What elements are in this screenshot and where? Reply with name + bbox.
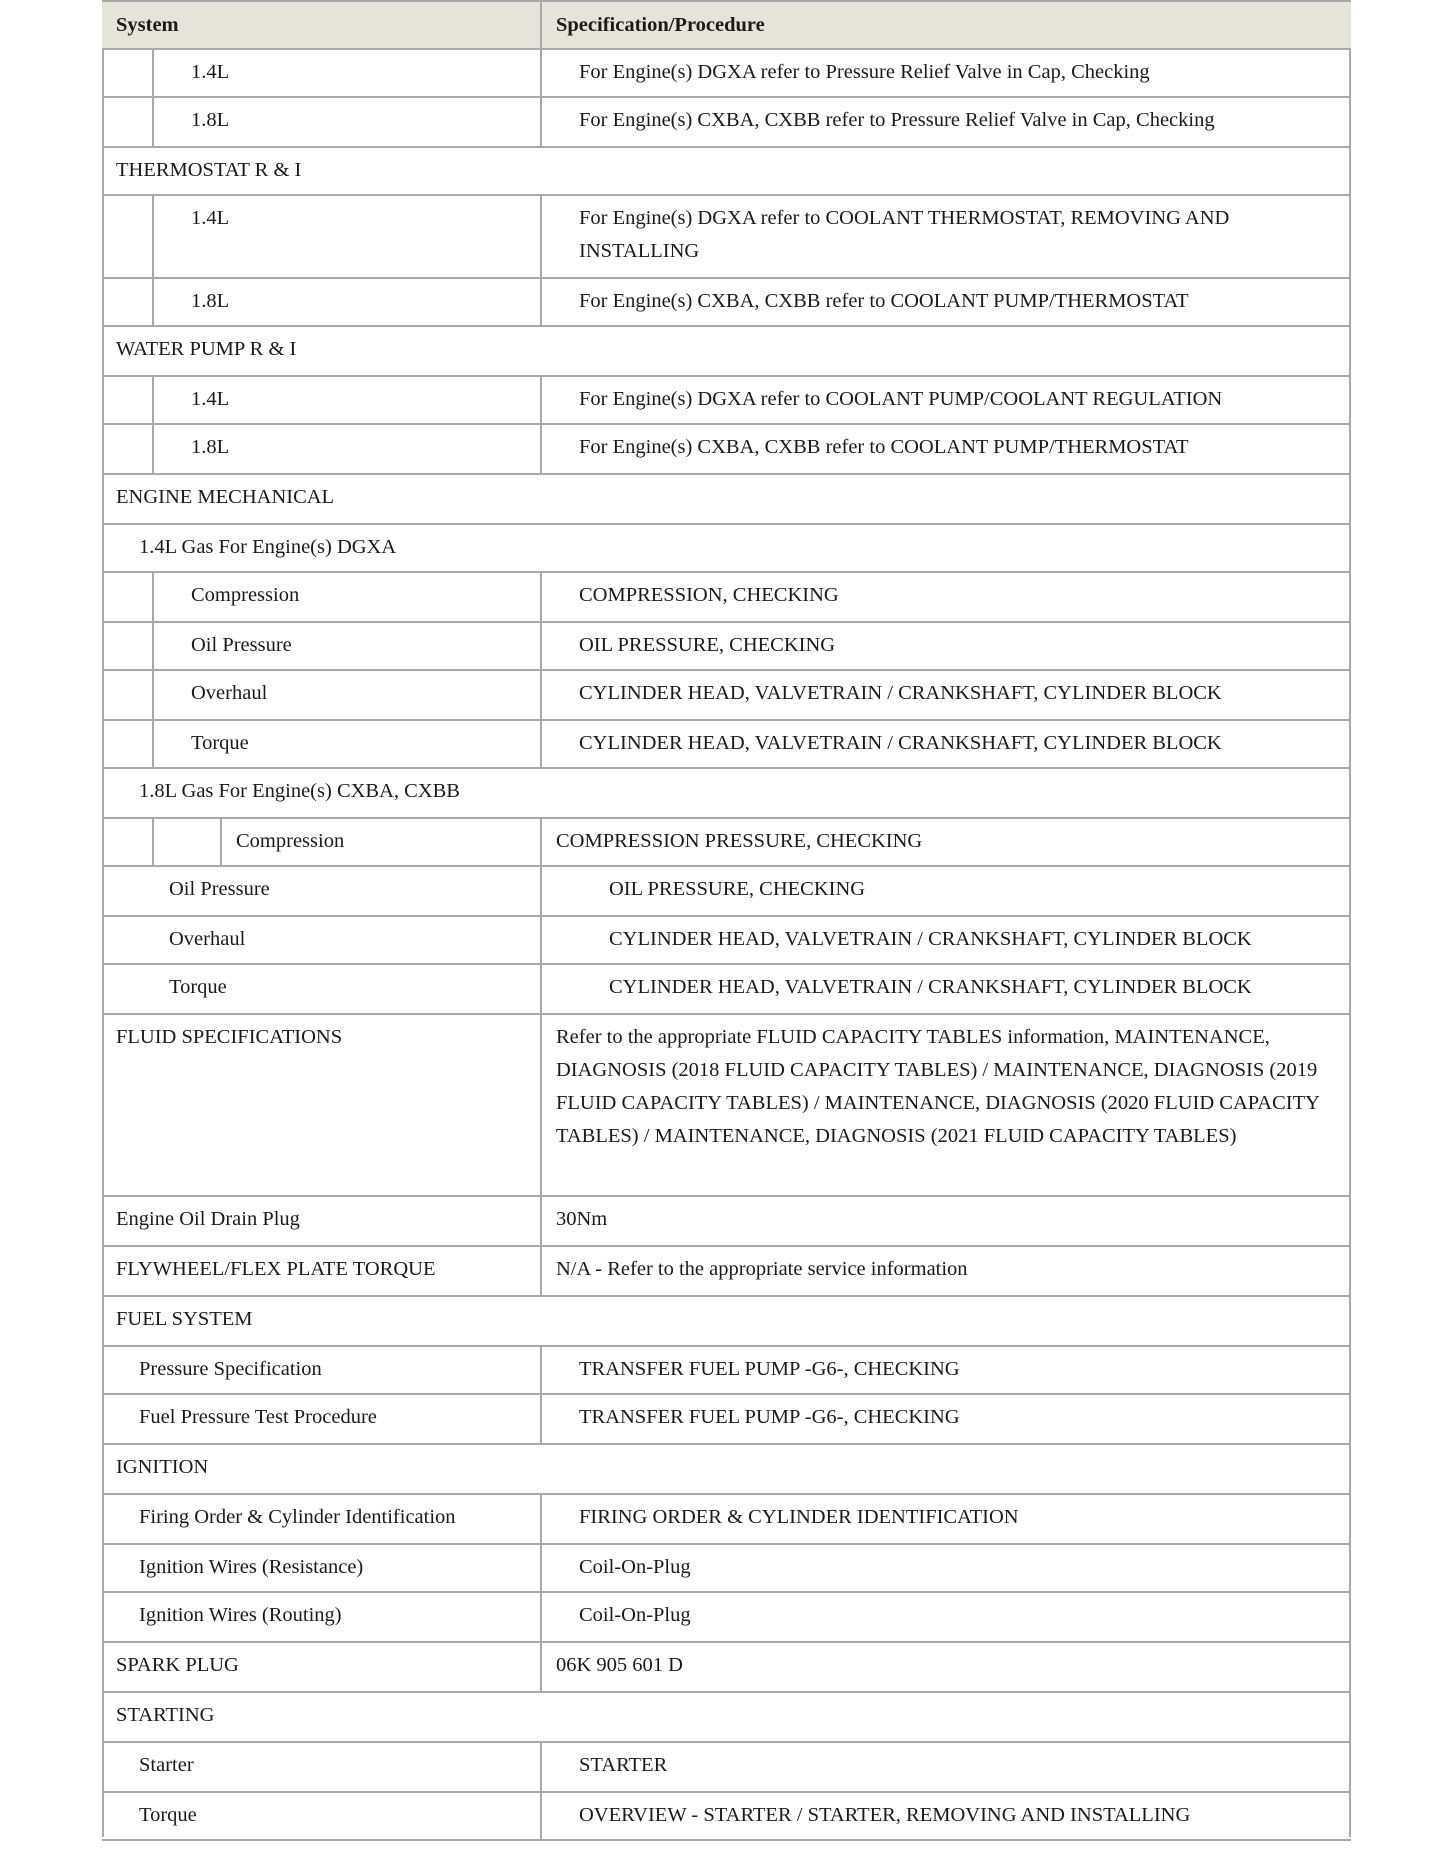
spec-text: COMPRESSION, CHECKING: [579, 584, 839, 606]
column-divider: [540, 1545, 542, 1591]
column-divider: [540, 1197, 542, 1245]
column-divider: [540, 819, 542, 865]
subsection-row: [102, 769, 1351, 819]
system-label: FLYWHEEL/FLEX PLATE TORQUE: [116, 1258, 436, 1280]
table-row: [102, 1495, 1351, 1545]
section-label: FUEL SYSTEM: [116, 1308, 253, 1330]
column-divider: [540, 377, 542, 423]
spec-text: OVERVIEW - STARTER / STARTER, REMOVING AND INSTALLING: [579, 1804, 1191, 1826]
column-divider: [540, 1495, 542, 1543]
indent-divider: [220, 819, 222, 865]
spec-text: Refer to the appropriate FLUID CAPACITY TABLES information, MAINTENANCE, DIAGNOSIS (2018 FLUID CAPACITY TABLES) / MAINTENANCE, DIAGNOSIS (2019 FLUID CAPACITY TABLES) / MAINTENANCE, DIAGNOSIS (2020 FLUID CAPACITY TABLES) / MAINTENANCE, DIAGNOSIS (2021 FLUID CAPACITY TABLES): [556, 1026, 1320, 1147]
column-divider: [540, 965, 542, 1013]
system-label: 1.8L: [191, 290, 230, 312]
system-label: Pressure Specification: [139, 1358, 322, 1380]
spec-text: CYLINDER HEAD, VALVETRAIN / CRANKSHAFT, CYLINDER BLOCK: [609, 976, 1252, 998]
section-row: [102, 475, 1351, 525]
spec-text: CYLINDER HEAD, VALVETRAIN / CRANKSHAFT, CYLINDER BLOCK: [579, 682, 1222, 704]
column-divider: [540, 1015, 542, 1195]
column-divider: [540, 2, 542, 48]
spec-text: OIL PRESSURE, CHECKING: [579, 634, 836, 656]
table-row: [102, 1545, 1351, 1593]
spec-text: COMPRESSION PRESSURE, CHECKING: [556, 830, 923, 852]
spec-text: TRANSFER FUEL PUMP -G6-, CHECKING: [579, 1406, 960, 1428]
spec-text: CYLINDER HEAD, VALVETRAIN / CRANKSHAFT, CYLINDER BLOCK: [609, 928, 1252, 950]
spec-text: Coil-On-Plug: [579, 1604, 691, 1626]
table-row: [102, 50, 1351, 98]
spec-text: For Engine(s) DGXA refer to COOLANT PUMP/COOLANT REGULATION: [579, 388, 1223, 410]
table-row: [102, 98, 1351, 148]
table-row: [102, 1015, 1351, 1197]
system-label: Compression: [191, 584, 300, 606]
system-label: Oil Pressure: [191, 634, 292, 656]
table-row: [102, 1743, 1351, 1793]
indent-divider: [152, 819, 154, 865]
spec-text: CYLINDER HEAD, VALVETRAIN / CRANKSHAFT, CYLINDER BLOCK: [579, 732, 1222, 754]
spec-text: For Engine(s) CXBA, CXBB refer to Pressure Relief Valve in Cap, Checking: [579, 109, 1215, 131]
column-divider: [540, 623, 542, 669]
system-label: Compression: [236, 830, 345, 852]
system-label: Fuel Pressure Test Procedure: [139, 1406, 377, 1428]
column-divider: [540, 573, 542, 621]
spec-text: N/A - Refer to the appropriate service information: [556, 1258, 968, 1280]
section-row: [102, 1445, 1351, 1495]
column-divider: [540, 1593, 542, 1641]
table-row: [102, 819, 1351, 867]
table-row: [102, 1643, 1351, 1693]
table-row: [102, 917, 1351, 965]
system-label: Overhaul: [169, 928, 246, 950]
section-label: STARTING: [116, 1704, 215, 1726]
section-label: THERMOSTAT R & I: [116, 159, 302, 181]
table-row: [102, 196, 1351, 279]
system-label: Overhaul: [191, 682, 268, 704]
system-label: Torque: [139, 1804, 197, 1826]
indent-divider: [152, 279, 154, 325]
subsection-label: 1.8L Gas For Engine(s) CXBA, CXBB: [139, 780, 460, 802]
indent-divider: [152, 573, 154, 621]
table-row: [102, 425, 1351, 475]
system-label: SPARK PLUG: [116, 1654, 239, 1676]
section-row: [102, 1693, 1351, 1743]
system-label: Firing Order & Cylinder Identification: [139, 1506, 456, 1528]
column-divider: [540, 1743, 542, 1791]
indent-divider: [152, 377, 154, 423]
system-label: 1.4L: [191, 61, 230, 83]
table-row: [102, 1593, 1351, 1643]
column-divider: [540, 279, 542, 325]
system-label: 1.8L: [191, 109, 230, 131]
section-row: [102, 148, 1351, 196]
spec-text: OIL PRESSURE, CHECKING: [609, 878, 866, 900]
system-label: 1.4L: [191, 388, 230, 410]
section-row: [102, 327, 1351, 377]
system-label: Starter: [139, 1754, 194, 1776]
spec-text: 30Nm: [556, 1208, 608, 1230]
column-divider: [540, 425, 542, 473]
column-divider: [540, 1395, 542, 1443]
section-label: ENGINE MECHANICAL: [116, 486, 335, 508]
spec-text: 06K 905 601 D: [556, 1654, 683, 1676]
spec-text: For Engine(s) CXBA, CXBB refer to COOLANT PUMP/THERMOSTAT: [579, 290, 1189, 312]
subsection-label: 1.4L Gas For Engine(s) DGXA: [139, 536, 397, 558]
column-header-spec: Specification/Procedure: [556, 14, 765, 36]
column-divider: [540, 1247, 542, 1295]
table-row: [102, 1247, 1351, 1297]
section-row: [102, 1297, 1351, 1347]
column-divider: [540, 671, 542, 719]
table-row: [102, 671, 1351, 721]
column-header-system: System: [116, 14, 179, 36]
table-row: [102, 721, 1351, 769]
spec-text: For Engine(s) CXBA, CXBB refer to COOLANT PUMP/THERMOSTAT: [579, 436, 1189, 458]
system-label: 1.4L: [191, 207, 230, 229]
table-body: [102, 50, 1351, 1841]
subsection-row: [102, 525, 1351, 573]
table-header-row: [102, 0, 1351, 50]
indent-divider: [152, 50, 154, 96]
column-divider: [540, 867, 542, 915]
spec-table: [102, 0, 1351, 1841]
indent-divider: [152, 623, 154, 669]
table-row: [102, 377, 1351, 425]
column-divider: [540, 1347, 542, 1393]
system-label: 1.8L: [191, 436, 230, 458]
table-row: [102, 1197, 1351, 1247]
table-row: [102, 279, 1351, 327]
indent-divider: [152, 425, 154, 473]
table-row: [102, 867, 1351, 917]
spec-text: For Engine(s) DGXA refer to COOLANT THERMOSTAT, REMOVING AND INSTALLING: [579, 207, 1230, 262]
system-label: Torque: [191, 732, 249, 754]
system-label: Torque: [169, 976, 227, 998]
indent-divider: [152, 721, 154, 767]
column-divider: [540, 1793, 542, 1839]
table-row: [102, 1793, 1351, 1841]
column-divider: [540, 50, 542, 96]
spec-text: FIRING ORDER & CYLINDER IDENTIFICATION: [579, 1506, 1019, 1528]
table-row: [102, 965, 1351, 1015]
system-label: Ignition Wires (Resistance): [139, 1556, 364, 1578]
spec-text: TRANSFER FUEL PUMP -G6-, CHECKING: [579, 1358, 960, 1380]
column-divider: [540, 1643, 542, 1691]
spec-text: For Engine(s) DGXA refer to Pressure Relief Valve in Cap, Checking: [579, 61, 1150, 83]
table-row: [102, 1347, 1351, 1395]
table-row: [102, 573, 1351, 623]
column-divider: [540, 917, 542, 963]
system-label: FLUID SPECIFICATIONS: [116, 1026, 343, 1048]
table-row: [102, 1395, 1351, 1445]
section-label: IGNITION: [116, 1456, 209, 1478]
indent-divider: [152, 671, 154, 719]
section-label: WATER PUMP R & I: [116, 338, 297, 360]
spec-text: Coil-On-Plug: [579, 1556, 691, 1578]
system-label: Ignition Wires (Routing): [139, 1604, 342, 1626]
table-row: [102, 623, 1351, 671]
indent-divider: [152, 196, 154, 277]
column-divider: [540, 721, 542, 767]
column-divider: [540, 196, 542, 277]
column-divider: [540, 98, 542, 146]
indent-divider: [152, 98, 154, 146]
spec-text: STARTER: [579, 1754, 668, 1776]
system-label: Engine Oil Drain Plug: [116, 1208, 300, 1230]
system-label: Oil Pressure: [169, 878, 270, 900]
